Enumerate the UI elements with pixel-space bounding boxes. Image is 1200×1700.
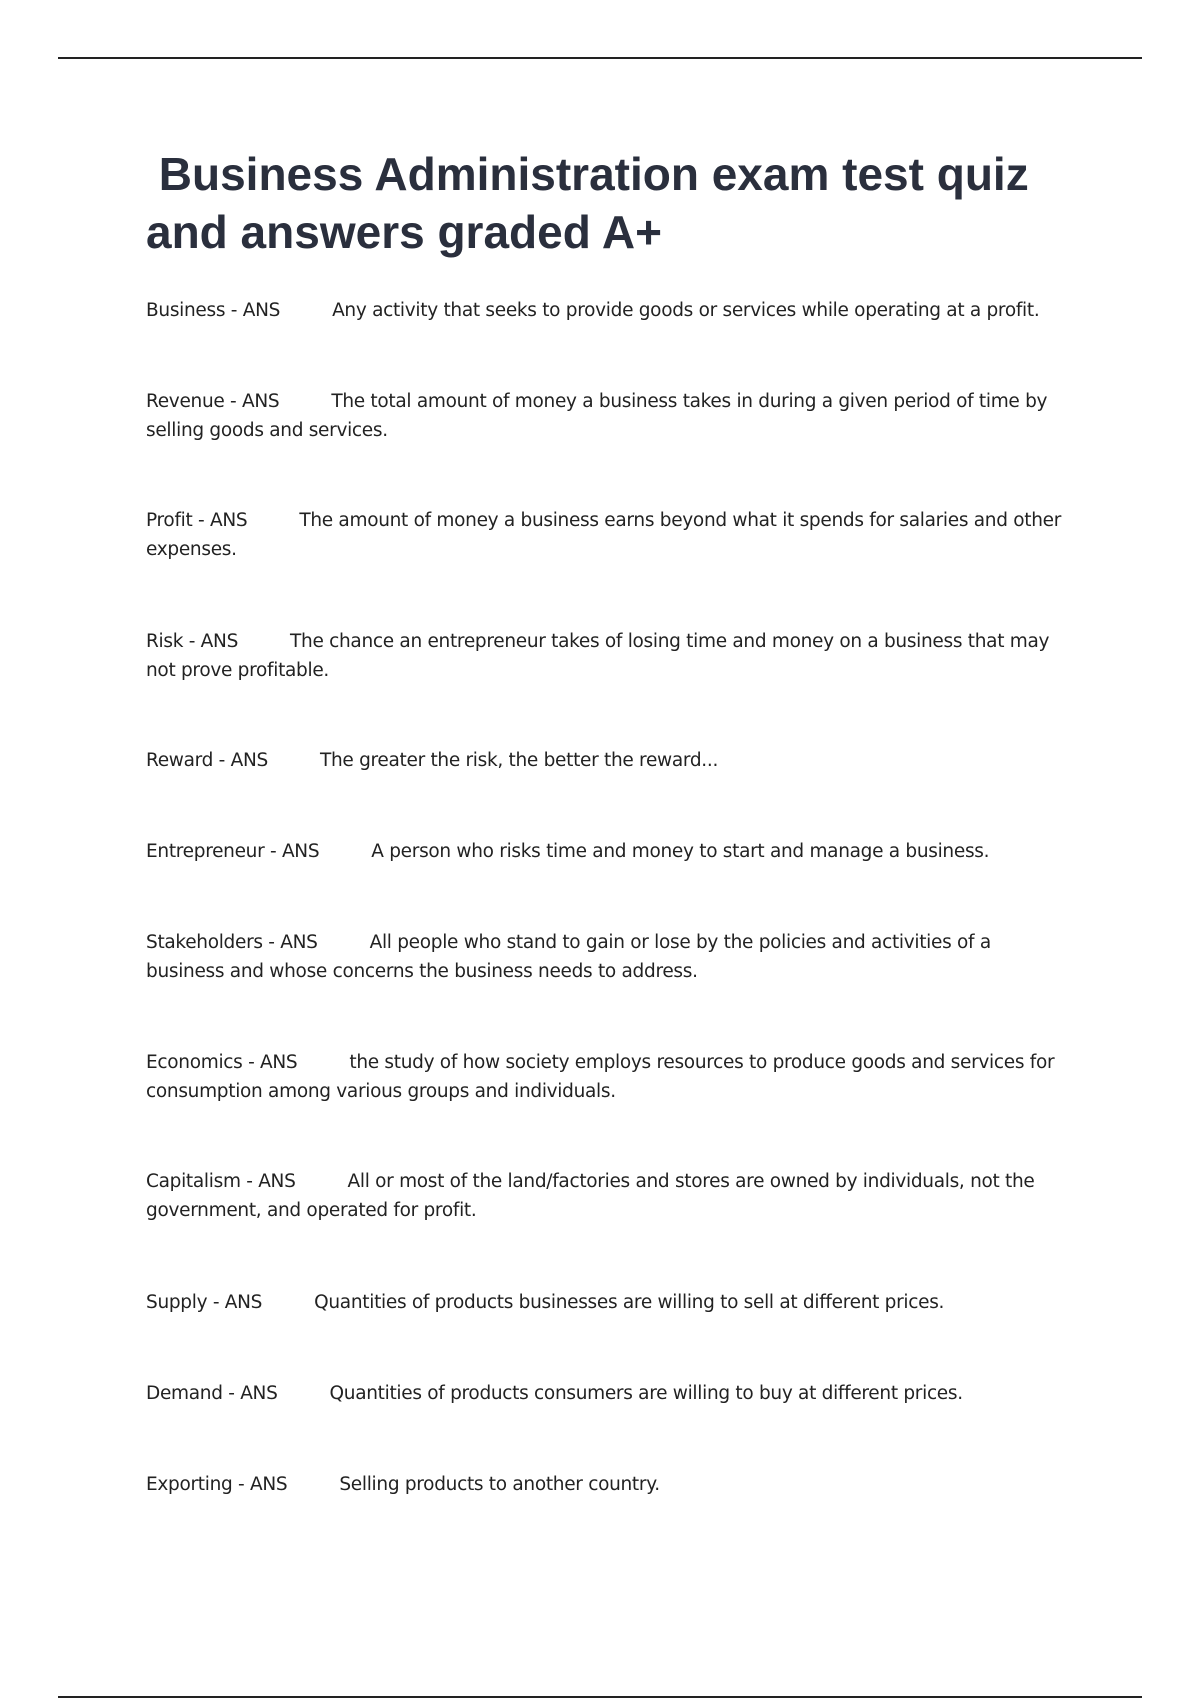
qa-definition: Quantities of products businesses are willing to sell at different prices.	[314, 1292, 945, 1313]
qa-term: Demand - ANS	[146, 1383, 278, 1404]
bottom-divider	[58, 1696, 1142, 1698]
qa-definition: Selling products to another country.	[339, 1474, 660, 1495]
page-title: Business Administration exam test quiz and answers graded A+	[146, 148, 1042, 258]
qa-entry	[146, 387, 1066, 445]
qa-entry	[146, 1167, 1066, 1225]
qa-entry	[146, 506, 1066, 564]
qa-term: Stakeholders - ANS	[146, 932, 318, 953]
qa-entry	[146, 746, 1066, 775]
qa-definition: All people who stand to gain or lose by the policies and activities of a business and whose concerns the business needs to address.	[146, 932, 991, 982]
qa-term: Entrepreneur - ANS	[146, 841, 320, 862]
qa-entry	[146, 928, 1066, 986]
qa-definition: the study of how society employs resources to produce goods and services for consumption among various groups and individuals.	[146, 1052, 1055, 1102]
qa-entry	[146, 1048, 1066, 1106]
qa-entry	[146, 837, 1066, 866]
qa-term: Reward - ANS	[146, 750, 268, 771]
qa-term: Business - ANS	[146, 300, 281, 321]
qa-definition: The amount of money a business earns beyond what it spends for salaries and other expenses.	[146, 510, 1062, 560]
qa-entry	[146, 1288, 1066, 1317]
qa-definition: Any activity that seeks to provide goods or services while operating at a profit.	[332, 300, 1040, 321]
qa-definition: Quantities of products consumers are willing to buy at different prices.	[329, 1383, 963, 1404]
qa-entry	[146, 1379, 1066, 1408]
qa-definition: The chance an entrepreneur takes of losing time and money on a business that may not prove profitable.	[146, 631, 1050, 681]
qa-definition: The total amount of money a business takes in during a given period of time by selling goods and services.	[146, 391, 1048, 441]
qa-definition: All or most of the land/factories and stores are owned by individuals, not the government, and operated for profit.	[146, 1171, 1035, 1221]
qa-term: Supply - ANS	[146, 1292, 263, 1313]
qa-definition: A person who risks time and money to start and manage a business.	[371, 841, 990, 862]
qa-entry	[146, 627, 1066, 685]
qa-entry	[146, 296, 1066, 325]
qa-entry	[146, 1470, 1066, 1499]
qa-term: Risk - ANS	[146, 631, 239, 652]
qa-term: Exporting - ANS	[146, 1474, 288, 1495]
qa-term: Economics - ANS	[146, 1052, 298, 1073]
qa-term: Capitalism - ANS	[146, 1171, 296, 1192]
top-divider	[58, 57, 1142, 59]
qa-term: Profit - ANS	[146, 510, 248, 531]
qa-term: Revenue - ANS	[146, 391, 280, 412]
qa-definition: The greater the risk, the better the reward...	[319, 750, 719, 771]
